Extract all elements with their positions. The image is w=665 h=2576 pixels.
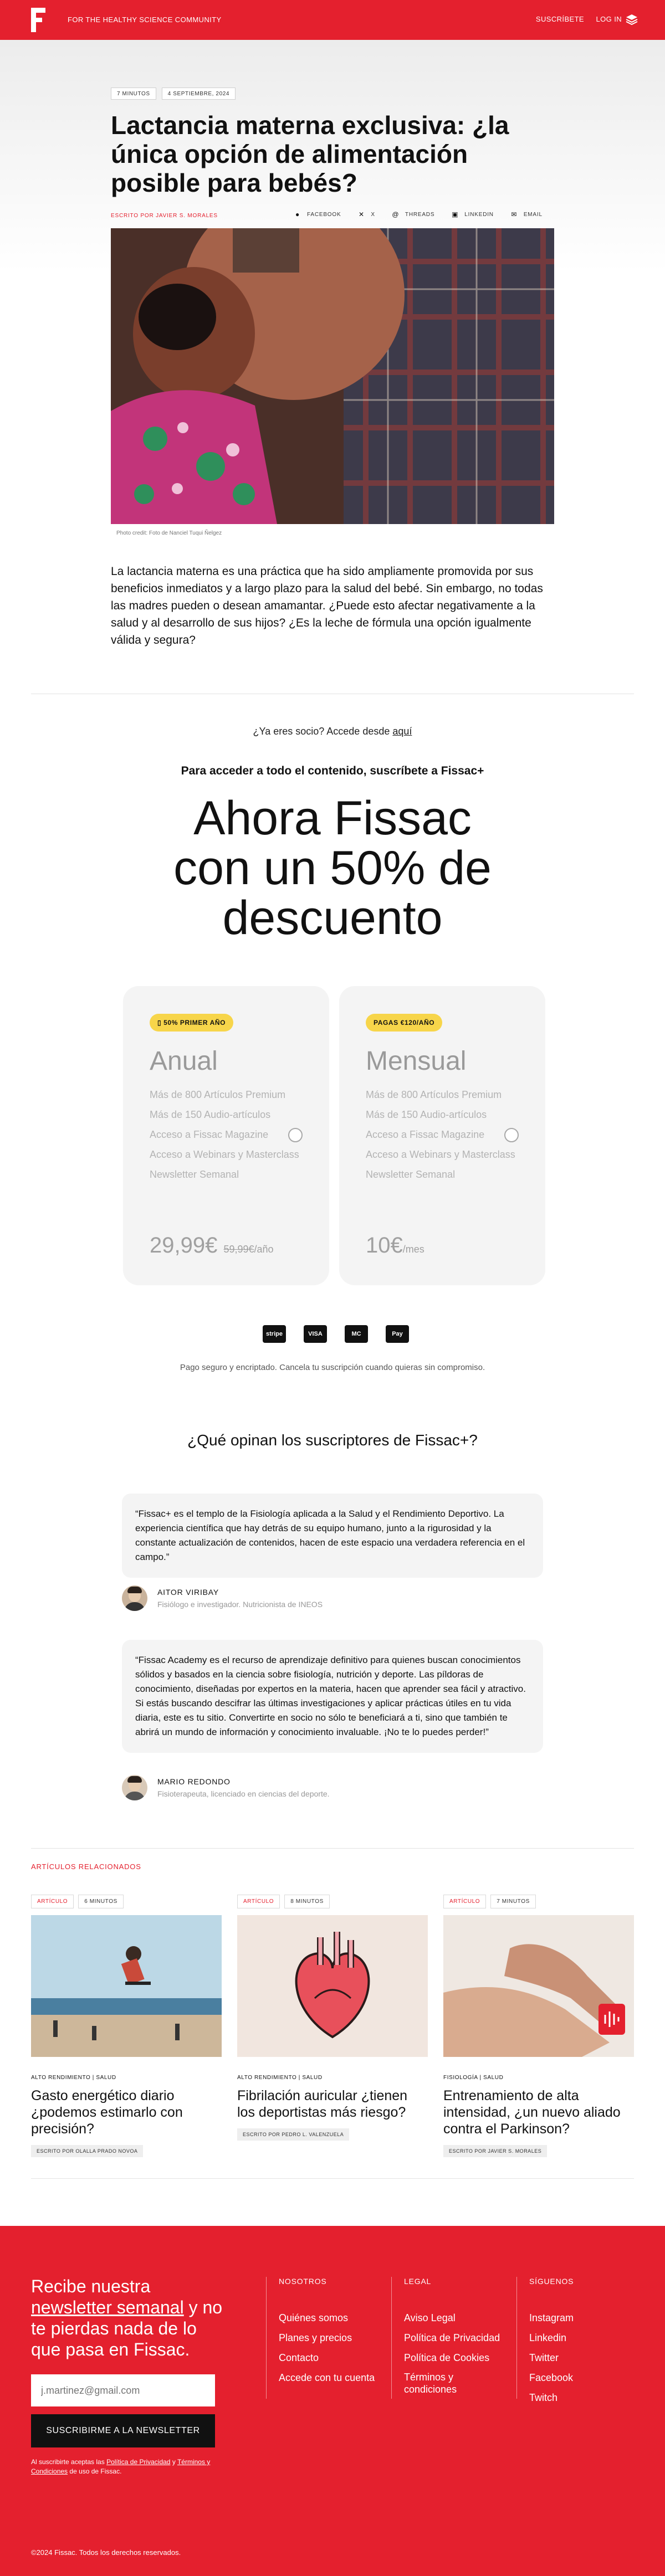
newsletter-subscribe-button[interactable]: SUSCRIBIRME A LA NEWSLETTER (31, 2414, 215, 2447)
price-old: 59,99€ (223, 1244, 254, 1255)
author-role: Fisiólogo e investigador. Nutricionista de INEOS (157, 1600, 323, 1609)
footer-link[interactable]: Instagram (529, 2312, 574, 2323)
fissac-logo[interactable] (31, 8, 49, 32)
share-threads[interactable] (392, 211, 434, 218)
plan-annual[interactable] (123, 986, 329, 1285)
share-linkedin[interactable] (451, 211, 494, 218)
linkedin-icon: ▣ (452, 211, 459, 218)
plan-badge (150, 1014, 233, 1032)
share-label: LINKEDIN (464, 211, 494, 218)
newsletter-pre: Recibe nuestra (31, 2276, 151, 2296)
footer-link[interactable]: Accede con tu cuenta (279, 2372, 375, 2383)
publish-date: 4 SEPTIEMBRE, 2024 (162, 88, 236, 100)
article-photo (111, 228, 554, 524)
access-text: Para acceder a todo el contenido, suscríbete a Fissac+ (181, 764, 484, 777)
login-link[interactable]: LOG IN (596, 15, 622, 23)
newsletter-email-input[interactable] (31, 2374, 215, 2406)
testimonial-quote: “Fissac+ es el templo de la Fisiología aplicada a la Salud y el Rendimiento Deportivo. La experiencia científica que hay detrás de su equipo humano, junto a la rigurosidad y la constante actualización de contenidos, hacen de este espacio una verdadera referencia en el campo.” (122, 1494, 543, 1578)
feature-item: Newsletter Semanal (366, 1169, 456, 1180)
card-type: ARTÍCULO (443, 1895, 486, 1908)
plan-radio[interactable] (504, 1128, 519, 1142)
footer-col-title: SÍGUENOS (529, 2277, 574, 2286)
card-time: 7 MINUTOS (490, 1895, 536, 1908)
price-period: /mes (402, 1244, 424, 1255)
legal-and: y (172, 2458, 176, 2466)
card-category: FISIOLOGÍA | SALUD (443, 2075, 504, 2081)
share-email[interactable] (510, 211, 543, 218)
plan-price (150, 1233, 274, 1258)
article-meta (111, 88, 236, 100)
apple-pay-icon: Pay (386, 1325, 409, 1343)
testimonial-author (122, 1775, 330, 1800)
subscribe-link[interactable]: SUSCRÍBETE (535, 15, 584, 23)
share-label: EMAIL (523, 211, 543, 218)
testimonials-title: ¿Qué opinan los suscriptores de Fissac+? (187, 1431, 478, 1449)
share-label: X (371, 211, 375, 218)
footer (0, 2226, 665, 2576)
plan-monthly[interactable] (339, 986, 545, 1285)
feature-item: Más de 800 Artículos Premium (366, 1089, 502, 1100)
price-value: 29,99€ (150, 1233, 218, 1258)
card-type: ARTÍCULO (237, 1895, 280, 1908)
divider (31, 1848, 634, 1849)
plan-badge-text: 50% PRIMER AÑO (163, 1019, 226, 1027)
mastercard-icon: MC (345, 1325, 368, 1343)
stripe-icon: stripe (263, 1325, 286, 1343)
discount-headline-text: Ahora Fissac con un 50% de descuento (173, 792, 492, 945)
discount-headline (0, 793, 665, 943)
member-text: ¿Ya eres socio? Accede desde (253, 726, 390, 737)
card-type: ARTÍCULO (31, 1895, 74, 1908)
card-image (443, 1915, 634, 2057)
card-image (31, 1915, 222, 2057)
plan-features (366, 1085, 515, 1184)
plan-features (150, 1085, 299, 1184)
x-icon: ✕ (358, 211, 365, 218)
feature-item: Más de 800 Artículos Premium (150, 1089, 286, 1100)
newsletter-legal (31, 2457, 219, 2476)
author-name: MARIO REDONDO (157, 1777, 231, 1786)
avatar (122, 1775, 147, 1800)
card-title[interactable]: Gasto energético diario ¿podemos estimarlo con precisión? (31, 2088, 183, 2137)
facebook-icon: ● (295, 211, 300, 218)
card-image (237, 1915, 428, 2057)
footer-link[interactable]: Aviso Legal (404, 2312, 456, 2323)
price-value: 10€ (366, 1233, 403, 1258)
footer-link[interactable]: Twitter (529, 2352, 559, 2363)
card-category: ALTO RENDIMIENTO | SALUD (31, 2075, 116, 2081)
footer-link[interactable]: Twitch (529, 2392, 558, 2403)
footer-col-siguenos (516, 2277, 574, 2403)
card-author: ESCRITO POR OLALLA PRADO NOVOA (31, 2145, 143, 2157)
card-title[interactable]: Fibrilación auricular ¿tienen los deportistas más riesgo? (237, 2088, 408, 2120)
newsletter-heading (31, 2276, 231, 2360)
email-icon: ✉ (511, 211, 518, 218)
threads-icon: @ (392, 211, 400, 218)
card-time: 6 MINUTOS (78, 1895, 124, 1908)
footer-col-nosotros (266, 2277, 375, 2399)
footer-link[interactable]: Política de Privacidad (404, 2332, 500, 2343)
newsletter-post: y no te pierdas nada de lo que pasa en Fissac. (31, 2297, 223, 2359)
footer-link[interactable]: Términos y condiciones (404, 2372, 457, 2395)
author-role: Fisioterapeuta, licenciado en ciencias del deporte. (157, 1789, 330, 1798)
legal-pre: Al suscribirte aceptas las (31, 2458, 105, 2466)
secure-payment-text: Pago seguro y encriptado. Cancela tu suscripción cuando quieras sin compromiso. (180, 1363, 485, 1372)
price-period: /año (254, 1244, 274, 1255)
footer-col-legal (391, 2277, 500, 2399)
footer-link[interactable]: Política de Cookies (404, 2352, 490, 2363)
top-bar (0, 0, 665, 40)
footer-link[interactable]: Contacto (279, 2352, 319, 2363)
footer-col-title: NOSOTROS (279, 2277, 327, 2286)
footer-link[interactable]: Planes y precios (279, 2332, 352, 2343)
article-title: Lactancia materna exclusiva: ¿la única opción de alimentación posible para bebés? (111, 111, 509, 197)
card-author: ESCRITO POR JAVIER S. MORALES (443, 2145, 547, 2157)
layers-icon[interactable] (625, 12, 638, 27)
footer-link[interactable]: Linkedin (529, 2332, 567, 2343)
related-title: ARTÍCULOS RELACIONADOS (31, 1862, 141, 1871)
terms-link[interactable]: Términos y Condiciones (31, 2458, 211, 2475)
share-label: FACEBOOK (307, 211, 341, 218)
plan-name: Mensual (366, 1046, 467, 1076)
feature-item: Más de 150 Audio-artículos (366, 1109, 487, 1120)
article-author[interactable]: ESCRITO POR JAVIER S. MORALES (111, 213, 218, 219)
card-category: ALTO RENDIMIENTO | SALUD (237, 2075, 323, 2081)
privacy-link[interactable]: Política de Privacidad (106, 2458, 171, 2466)
avatar (122, 1585, 147, 1611)
share-label: THREADS (405, 211, 435, 218)
plan-radio[interactable] (288, 1128, 303, 1142)
footer-col-title: LEGAL (404, 2277, 432, 2286)
feature-item: Acceso a Webinars y Masterclass (150, 1149, 299, 1160)
member-login-link[interactable]: aquí (392, 726, 412, 737)
photo-caption: Photo credit: Foto de Nanciel Tuqui Ñelgez (116, 530, 222, 536)
legal-post: de uso de Fissac. (69, 2467, 122, 2475)
card-title[interactable]: Entrenamiento de alta intensidad, ¿un nuevo aliado contra el Parkinson? (443, 2088, 621, 2137)
member-login (0, 726, 665, 737)
card-author: ESCRITO POR PEDRO L. VALENZUELA (237, 2128, 349, 2141)
newsletter-link[interactable]: newsletter semanal (31, 2297, 184, 2317)
feature-item: Acceso a Fissac Magazine (150, 1129, 269, 1140)
footer-link[interactable]: Facebook (529, 2372, 574, 2383)
copyright: ©2024 Fissac. Todos los derechos reservados. (31, 2548, 181, 2557)
feature-item: Acceso a Fissac Magazine (366, 1129, 485, 1140)
payment-methods (263, 1325, 409, 1343)
share-x[interactable] (357, 211, 375, 218)
plan-name: Anual (150, 1046, 218, 1076)
feature-item: Acceso a Webinars y Masterclass (366, 1149, 515, 1160)
share-bar (294, 211, 543, 218)
related-card[interactable] (237, 1895, 428, 2141)
related-card[interactable] (31, 1895, 222, 2157)
related-card[interactable] (443, 1895, 634, 2157)
article-lead: La lactancia materna es una práctica que ha sido ampliamente promovida por sus beneficios inmediatos y a largo plazo para la salud del bebé. Sin embargo, no todas las madres pueden o desean amamantar. ¿Puede esto afectar negativamente a la salud y al desarrollo de sus hijos? ¿Es la leche de fórmula una opción igualmente válida y segura? (111, 565, 543, 646)
footer-link[interactable]: Quiénes somos (279, 2312, 349, 2323)
author-name: AITOR VIRIBAY (157, 1588, 219, 1597)
read-time: 7 MINUTOS (111, 88, 156, 100)
share-facebook[interactable] (294, 211, 341, 218)
feature-item: Más de 150 Audio-artículos (150, 1109, 271, 1120)
testimonial-author (122, 1585, 323, 1611)
plan-badge: PAGAS €120/AÑO (366, 1014, 442, 1032)
gift-icon: ▯ (157, 1019, 164, 1027)
visa-icon: VISA (304, 1325, 327, 1343)
plan-price (366, 1233, 424, 1258)
card-time: 8 MINUTOS (284, 1895, 330, 1908)
testimonial-quote: “Fissac Academy es el recurso de aprendizaje definitivo para quienes buscan conocimientos sólidos y basados en la ciencia sobre fisiología, nutrición y deporte. Las píldoras de conocimiento, diseñadas por expertos en la materia, hacen que aprender sea fácil y atractivo. Si estás buscando descifrar las últimas investigaciones y aplicar prácticas útiles en tu vida diaria, este es tu sitio. Convertirte en socio no sólo te beneficiará a ti, sino que también te abrirá un mundo de información y conocimiento invaluable. ¡No te lo puedes perder!” (122, 1640, 543, 1753)
feature-item: Newsletter Semanal (150, 1169, 239, 1180)
divider (31, 2178, 634, 2179)
tagline: FOR THE HEALTHY SCIENCE COMMUNITY (68, 16, 222, 24)
